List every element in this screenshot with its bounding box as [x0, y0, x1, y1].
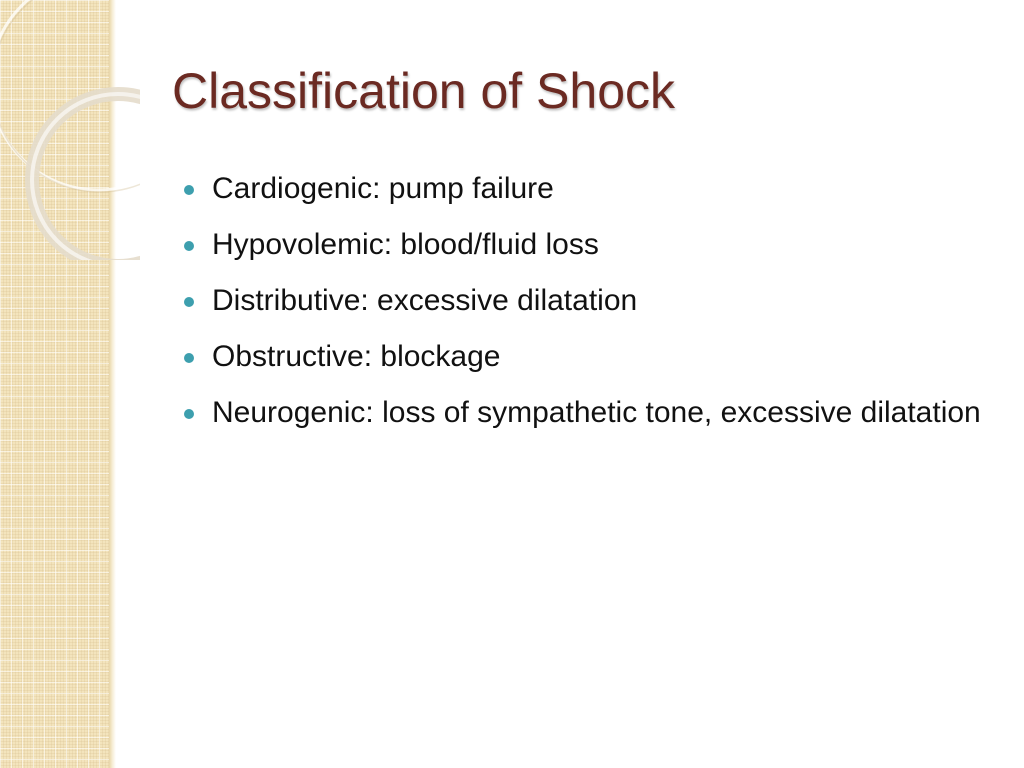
- bullet-item-neurogenic: [184, 394, 994, 432]
- bullet-marker-icon: [184, 185, 194, 195]
- side-strip-edge: [109, 0, 116, 768]
- bullet-marker-icon: [184, 297, 194, 307]
- bullet-text: Obstructive: blockage: [212, 340, 501, 373]
- bullet-text: Distributive: excessive dilatation: [212, 284, 638, 317]
- decorative-side-strip: [0, 0, 114, 768]
- bullet-marker-icon: [184, 353, 194, 363]
- bullet-item-distributive: [184, 282, 994, 320]
- bullet-marker-icon: [184, 241, 194, 251]
- bullet-list: [184, 170, 994, 450]
- slide-title: Classification of Shock: [172, 63, 676, 119]
- bullet-item-hypovolemic: [184, 226, 994, 264]
- bullet-text: Neurogenic: loss of sympathetic tone, excessive dilatation: [212, 396, 981, 429]
- bullet-text: Hypovolemic: blood/fluid loss: [212, 228, 599, 261]
- bullet-marker-icon: [184, 409, 194, 419]
- bullet-item-cardiogenic: [184, 170, 994, 208]
- bullet-text: Cardiogenic: pump failure: [212, 172, 554, 205]
- bullet-item-obstructive: [184, 338, 994, 376]
